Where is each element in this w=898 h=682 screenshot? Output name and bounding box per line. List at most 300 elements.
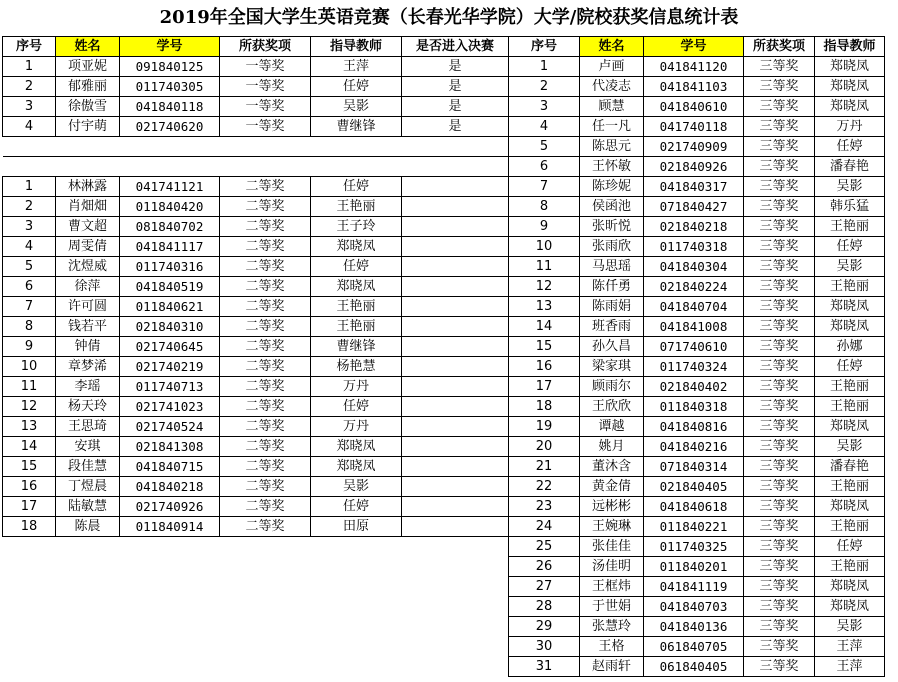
table-cell[interactable]: 王艳丽: [815, 377, 885, 397]
table-cell[interactable]: 王艳丽: [311, 197, 402, 217]
table-cell[interactable]: 021741023: [120, 397, 220, 417]
table-cell[interactable]: 是: [402, 97, 509, 117]
table-cell[interactable]: 011740316: [120, 257, 220, 277]
table-cell[interactable]: 10: [3, 357, 56, 377]
table-cell[interactable]: 14: [3, 437, 56, 457]
table-cell[interactable]: 顾雨尔: [580, 377, 644, 397]
table-cell[interactable]: 万丹: [311, 377, 402, 397]
table-cell[interactable]: 郑晓凤: [815, 297, 885, 317]
table-cell[interactable]: 二等奖: [220, 337, 311, 357]
table-cell[interactable]: 011740713: [120, 377, 220, 397]
table-cell[interactable]: 011840318: [644, 397, 744, 417]
table-cell[interactable]: 12: [3, 397, 56, 417]
table-cell[interactable]: 2: [3, 197, 56, 217]
table-cell[interactable]: 顾慧: [580, 97, 644, 117]
table-cell[interactable]: 张雨欣: [580, 237, 644, 257]
table-cell[interactable]: 3: [3, 97, 56, 117]
table-cell[interactable]: 项亚妮: [56, 57, 120, 77]
table-cell[interactable]: 三等奖: [744, 537, 815, 557]
table-cell[interactable]: 王萍: [815, 657, 885, 677]
table-cell[interactable]: 三等奖: [744, 357, 815, 377]
table-cell[interactable]: 丁煜晨: [56, 477, 120, 497]
table-cell[interactable]: 曹继锋: [311, 117, 402, 137]
table-cell[interactable]: 王艳丽: [311, 317, 402, 337]
table-cell[interactable]: 任婷: [311, 397, 402, 417]
table-cell[interactable]: 071840427: [644, 197, 744, 217]
table-cell[interactable]: 二等奖: [220, 217, 311, 237]
table-cell[interactable]: 二等奖: [220, 497, 311, 517]
table-cell[interactable]: 于世娟: [580, 597, 644, 617]
table-cell[interactable]: 马思瑶: [580, 257, 644, 277]
table-cell[interactable]: 三等奖: [744, 597, 815, 617]
table-cell[interactable]: 三等奖: [744, 657, 815, 677]
table-cell[interactable]: 王婉琳: [580, 517, 644, 537]
table-cell[interactable]: 041841119: [644, 577, 744, 597]
table-cell[interactable]: 杨艳慧: [311, 357, 402, 377]
table-cell[interactable]: [402, 177, 509, 197]
table-cell[interactable]: 三等奖: [744, 237, 815, 257]
table-cell[interactable]: 三等奖: [744, 177, 815, 197]
table-cell[interactable]: 二等奖: [220, 277, 311, 297]
table-cell[interactable]: 任婷: [815, 357, 885, 377]
table-cell[interactable]: 赵雨轩: [580, 657, 644, 677]
table-cell[interactable]: 6: [509, 157, 580, 177]
table-cell[interactable]: 三等奖: [744, 77, 815, 97]
table-cell[interactable]: 17: [3, 497, 56, 517]
table-cell[interactable]: 041740118: [644, 117, 744, 137]
column-header[interactable]: 姓名: [580, 37, 644, 57]
table-cell[interactable]: 沈煜威: [56, 257, 120, 277]
table-cell[interactable]: [402, 417, 509, 437]
table-cell[interactable]: 21: [509, 457, 580, 477]
table-cell[interactable]: 061840705: [644, 637, 744, 657]
table-cell[interactable]: 二等奖: [220, 177, 311, 197]
table-cell[interactable]: 王艳丽: [815, 557, 885, 577]
table-cell[interactable]: 王框炜: [580, 577, 644, 597]
table-cell[interactable]: 041840715: [120, 457, 220, 477]
table-cell[interactable]: 吴影: [815, 177, 885, 197]
table-cell[interactable]: 021840926: [644, 157, 744, 177]
table-cell[interactable]: 26: [509, 557, 580, 577]
table-cell[interactable]: 三等奖: [744, 617, 815, 637]
table-cell[interactable]: 任一凡: [580, 117, 644, 137]
table-cell[interactable]: [402, 297, 509, 317]
table-cell[interactable]: 19: [509, 417, 580, 437]
table-cell[interactable]: 13: [3, 417, 56, 437]
table-cell[interactable]: 安琪: [56, 437, 120, 457]
table-cell[interactable]: 二等奖: [220, 517, 311, 537]
table-cell[interactable]: 7: [3, 297, 56, 317]
table-cell[interactable]: 三等奖: [744, 57, 815, 77]
table-cell[interactable]: 061840405: [644, 657, 744, 677]
table-cell[interactable]: 吴影: [311, 97, 402, 117]
table-cell[interactable]: 041840118: [120, 97, 220, 117]
column-header[interactable]: 学号: [120, 37, 220, 57]
table-cell[interactable]: 章梦浠: [56, 357, 120, 377]
table-cell[interactable]: 任婷: [815, 137, 885, 157]
table-cell[interactable]: 张慧玲: [580, 617, 644, 637]
table-cell[interactable]: 041840519: [120, 277, 220, 297]
table-cell[interactable]: 12: [509, 277, 580, 297]
table-cell[interactable]: 曹继锋: [311, 337, 402, 357]
table-cell[interactable]: 29: [509, 617, 580, 637]
table-cell[interactable]: 郑晓凤: [815, 317, 885, 337]
table-cell[interactable]: 三等奖: [744, 417, 815, 437]
table-cell[interactable]: 肖畑畑: [56, 197, 120, 217]
table-cell[interactable]: 是: [402, 57, 509, 77]
table-cell[interactable]: 王格: [580, 637, 644, 657]
table-cell[interactable]: [402, 337, 509, 357]
table-cell[interactable]: [402, 477, 509, 497]
table-cell[interactable]: 041840610: [644, 97, 744, 117]
table-cell[interactable]: 代凌志: [580, 77, 644, 97]
table-cell[interactable]: [402, 377, 509, 397]
table-cell[interactable]: [402, 517, 509, 537]
table-cell[interactable]: 郑晓凤: [815, 497, 885, 517]
table-cell[interactable]: 三等奖: [744, 337, 815, 357]
empty-cell[interactable]: [56, 157, 120, 177]
table-cell[interactable]: 二等奖: [220, 317, 311, 337]
table-cell[interactable]: 郑晓凤: [815, 577, 885, 597]
table-cell[interactable]: 011840201: [644, 557, 744, 577]
table-cell[interactable]: 王怀敏: [580, 157, 644, 177]
table-cell[interactable]: 侯函池: [580, 197, 644, 217]
table-cell[interactable]: 25: [509, 537, 580, 557]
table-cell[interactable]: 郑晓凤: [311, 457, 402, 477]
table-cell[interactable]: 三等奖: [744, 457, 815, 477]
table-cell[interactable]: 11: [509, 257, 580, 277]
table-cell[interactable]: 董沐含: [580, 457, 644, 477]
table-cell[interactable]: 041840704: [644, 297, 744, 317]
table-cell[interactable]: 付宇萌: [56, 117, 120, 137]
table-cell[interactable]: 韩乐猛: [815, 197, 885, 217]
table-cell[interactable]: 黄金倩: [580, 477, 644, 497]
empty-cell[interactable]: [3, 157, 56, 177]
table-cell[interactable]: 一等奖: [220, 117, 311, 137]
table-cell[interactable]: 9: [509, 217, 580, 237]
table-cell[interactable]: 田原: [311, 517, 402, 537]
table-cell[interactable]: 郑晓凤: [815, 97, 885, 117]
table-cell[interactable]: 王艳丽: [815, 397, 885, 417]
column-header[interactable]: 学号: [644, 37, 744, 57]
table-cell[interactable]: [402, 257, 509, 277]
table-cell[interactable]: 一等奖: [220, 77, 311, 97]
table-cell[interactable]: 3: [3, 217, 56, 237]
table-cell[interactable]: 041840317: [644, 177, 744, 197]
table-cell[interactable]: 021740219: [120, 357, 220, 377]
table-cell[interactable]: 二等奖: [220, 417, 311, 437]
table-cell[interactable]: 三等奖: [744, 497, 815, 517]
table-cell[interactable]: 一等奖: [220, 57, 311, 77]
table-cell[interactable]: 4: [509, 117, 580, 137]
table-cell[interactable]: 三等奖: [744, 317, 815, 337]
table-cell[interactable]: 5: [3, 257, 56, 277]
table-cell[interactable]: 15: [3, 457, 56, 477]
column-header[interactable]: 序号: [509, 37, 580, 57]
table-cell[interactable]: 张佳佳: [580, 537, 644, 557]
table-cell[interactable]: 021840224: [644, 277, 744, 297]
table-cell[interactable]: 二等奖: [220, 357, 311, 377]
table-cell[interactable]: 011840420: [120, 197, 220, 217]
table-cell[interactable]: 18: [3, 517, 56, 537]
empty-cell[interactable]: [56, 137, 120, 157]
table-cell[interactable]: 011840914: [120, 517, 220, 537]
table-cell[interactable]: 081840702: [120, 217, 220, 237]
table-cell[interactable]: 林淋露: [56, 177, 120, 197]
table-cell[interactable]: 吴影: [815, 437, 885, 457]
table-cell[interactable]: 三等奖: [744, 257, 815, 277]
empty-cell[interactable]: [220, 137, 311, 157]
table-cell[interactable]: 021841308: [120, 437, 220, 457]
table-cell[interactable]: 三等奖: [744, 217, 815, 237]
table-cell[interactable]: 任婷: [815, 537, 885, 557]
table-cell[interactable]: 27: [509, 577, 580, 597]
table-cell[interactable]: 041841008: [644, 317, 744, 337]
empty-cell[interactable]: [220, 157, 311, 177]
table-cell[interactable]: 陈珍妮: [580, 177, 644, 197]
table-cell[interactable]: 041841120: [644, 57, 744, 77]
table-cell[interactable]: 三等奖: [744, 557, 815, 577]
table-cell[interactable]: 万丹: [815, 117, 885, 137]
table-cell[interactable]: 071740610: [644, 337, 744, 357]
table-cell[interactable]: [402, 457, 509, 477]
table-cell[interactable]: 16: [509, 357, 580, 377]
table-cell[interactable]: 徐傲雪: [56, 97, 120, 117]
table-cell[interactable]: 梁家琪: [580, 357, 644, 377]
table-cell[interactable]: 14: [509, 317, 580, 337]
table-cell[interactable]: 021840405: [644, 477, 744, 497]
table-cell[interactable]: 王艳丽: [815, 517, 885, 537]
table-cell[interactable]: 王艳丽: [815, 277, 885, 297]
table-cell[interactable]: 三等奖: [744, 97, 815, 117]
column-header[interactable]: 序号: [3, 37, 56, 57]
table-cell[interactable]: [402, 237, 509, 257]
table-cell[interactable]: 陈雨娟: [580, 297, 644, 317]
empty-cell[interactable]: [311, 157, 402, 177]
table-cell[interactable]: 吴影: [815, 617, 885, 637]
empty-cell[interactable]: [3, 137, 56, 157]
table-cell[interactable]: 041840816: [644, 417, 744, 437]
table-cell[interactable]: 二等奖: [220, 237, 311, 257]
table-cell[interactable]: 8: [3, 317, 56, 337]
table-cell[interactable]: 班香雨: [580, 317, 644, 337]
table-cell[interactable]: [402, 277, 509, 297]
table-cell[interactable]: 王欣欣: [580, 397, 644, 417]
empty-cell[interactable]: [120, 157, 220, 177]
table-cell[interactable]: 15: [509, 337, 580, 357]
table-cell[interactable]: 万丹: [311, 417, 402, 437]
column-header[interactable]: 是否进入决赛: [402, 37, 509, 57]
table-cell[interactable]: 071840314: [644, 457, 744, 477]
table-cell[interactable]: 郑晓凤: [311, 237, 402, 257]
column-header[interactable]: 所获奖项: [744, 37, 815, 57]
table-cell[interactable]: 021740926: [120, 497, 220, 517]
table-cell[interactable]: 郑晓凤: [311, 277, 402, 297]
table-cell[interactable]: [402, 497, 509, 517]
table-cell[interactable]: 王子玲: [311, 217, 402, 237]
table-cell[interactable]: 24: [509, 517, 580, 537]
table-cell[interactable]: 是: [402, 77, 509, 97]
table-cell[interactable]: 陈晨: [56, 517, 120, 537]
table-cell[interactable]: 汤佳明: [580, 557, 644, 577]
table-cell[interactable]: 许可圆: [56, 297, 120, 317]
column-header[interactable]: 所获奖项: [220, 37, 311, 57]
table-cell[interactable]: 1: [3, 57, 56, 77]
table-cell[interactable]: 三等奖: [744, 637, 815, 657]
table-cell[interactable]: 徐萍: [56, 277, 120, 297]
table-cell[interactable]: 陈仟勇: [580, 277, 644, 297]
table-cell[interactable]: 任婷: [311, 497, 402, 517]
table-cell[interactable]: 2: [509, 77, 580, 97]
table-cell[interactable]: 谭越: [580, 417, 644, 437]
table-cell[interactable]: 021840310: [120, 317, 220, 337]
table-cell[interactable]: 二等奖: [220, 437, 311, 457]
table-cell[interactable]: 张昕悦: [580, 217, 644, 237]
table-cell[interactable]: 孙久昌: [580, 337, 644, 357]
table-cell[interactable]: 三等奖: [744, 117, 815, 137]
table-cell[interactable]: 郑晓凤: [815, 597, 885, 617]
table-cell[interactable]: 021840218: [644, 217, 744, 237]
table-cell[interactable]: 13: [509, 297, 580, 317]
table-cell[interactable]: [402, 397, 509, 417]
table-cell[interactable]: 6: [3, 277, 56, 297]
table-cell[interactable]: 郑晓凤: [815, 57, 885, 77]
table-cell[interactable]: 王艳丽: [311, 297, 402, 317]
table-cell[interactable]: 30: [509, 637, 580, 657]
table-cell[interactable]: 31: [509, 657, 580, 677]
table-cell[interactable]: 陆敏慧: [56, 497, 120, 517]
table-cell[interactable]: 021740620: [120, 117, 220, 137]
table-cell[interactable]: 钟倩: [56, 337, 120, 357]
table-cell[interactable]: [402, 437, 509, 457]
table-cell[interactable]: 远彬彬: [580, 497, 644, 517]
table-cell[interactable]: 任婷: [815, 237, 885, 257]
table-cell[interactable]: 22: [509, 477, 580, 497]
table-cell[interactable]: 三等奖: [744, 297, 815, 317]
table-cell[interactable]: 二等奖: [220, 397, 311, 417]
table-cell[interactable]: 11: [3, 377, 56, 397]
table-cell[interactable]: [402, 317, 509, 337]
table-cell[interactable]: 011740305: [120, 77, 220, 97]
table-cell[interactable]: 姚月: [580, 437, 644, 457]
table-cell[interactable]: 三等奖: [744, 577, 815, 597]
column-header[interactable]: 指导教师: [815, 37, 885, 57]
empty-cell[interactable]: [120, 137, 220, 157]
table-cell[interactable]: 20: [509, 437, 580, 457]
table-cell[interactable]: 孙娜: [815, 337, 885, 357]
table-cell[interactable]: 王萍: [311, 57, 402, 77]
table-cell[interactable]: 10: [509, 237, 580, 257]
table-cell[interactable]: 潘春艳: [815, 457, 885, 477]
table-cell[interactable]: 二等奖: [220, 377, 311, 397]
table-cell[interactable]: 011740318: [644, 237, 744, 257]
table-cell[interactable]: 潘春艳: [815, 157, 885, 177]
table-cell[interactable]: 是: [402, 117, 509, 137]
table-cell[interactable]: 三等奖: [744, 157, 815, 177]
table-cell[interactable]: 三等奖: [744, 437, 815, 457]
table-cell[interactable]: 8: [509, 197, 580, 217]
table-cell[interactable]: 三等奖: [744, 197, 815, 217]
table-cell[interactable]: 011840621: [120, 297, 220, 317]
table-cell[interactable]: 041840136: [644, 617, 744, 637]
table-cell[interactable]: [402, 217, 509, 237]
table-cell[interactable]: 钱若平: [56, 317, 120, 337]
empty-cell[interactable]: [402, 157, 509, 177]
table-cell[interactable]: 郑晓凤: [815, 77, 885, 97]
table-cell[interactable]: 王艳丽: [815, 477, 885, 497]
table-cell[interactable]: 4: [3, 237, 56, 257]
table-cell[interactable]: 041840218: [120, 477, 220, 497]
table-cell[interactable]: 吴影: [815, 257, 885, 277]
table-cell[interactable]: 二等奖: [220, 457, 311, 477]
empty-cell[interactable]: [311, 137, 402, 157]
table-cell[interactable]: 郑晓凤: [311, 437, 402, 457]
table-cell[interactable]: 3: [509, 97, 580, 117]
table-cell[interactable]: 二等奖: [220, 257, 311, 277]
table-cell[interactable]: 一等奖: [220, 97, 311, 117]
table-cell[interactable]: 三等奖: [744, 377, 815, 397]
table-cell[interactable]: 2: [3, 77, 56, 97]
table-cell[interactable]: 三等奖: [744, 277, 815, 297]
table-cell[interactable]: 021740524: [120, 417, 220, 437]
table-cell[interactable]: 9: [3, 337, 56, 357]
table-cell[interactable]: 王萍: [815, 637, 885, 657]
table-cell[interactable]: 23: [509, 497, 580, 517]
table-cell[interactable]: 段佳慧: [56, 457, 120, 477]
table-cell[interactable]: 021740645: [120, 337, 220, 357]
table-cell[interactable]: 王思琦: [56, 417, 120, 437]
table-cell[interactable]: 7: [509, 177, 580, 197]
table-cell[interactable]: 011740325: [644, 537, 744, 557]
table-cell[interactable]: 三等奖: [744, 397, 815, 417]
table-cell[interactable]: 011740324: [644, 357, 744, 377]
column-header[interactable]: 指导教师: [311, 37, 402, 57]
table-cell[interactable]: 郑晓凤: [815, 417, 885, 437]
table-cell[interactable]: 曹文超: [56, 217, 120, 237]
table-cell[interactable]: 王艳丽: [815, 217, 885, 237]
table-cell[interactable]: 4: [3, 117, 56, 137]
table-cell[interactable]: 李瑶: [56, 377, 120, 397]
table-cell[interactable]: 041741121: [120, 177, 220, 197]
table-cell[interactable]: 091840125: [120, 57, 220, 77]
table-cell[interactable]: 1: [509, 57, 580, 77]
table-cell[interactable]: 二等奖: [220, 197, 311, 217]
table-cell[interactable]: 041841117: [120, 237, 220, 257]
table-cell[interactable]: [402, 197, 509, 217]
table-cell[interactable]: 周雯倩: [56, 237, 120, 257]
table-cell[interactable]: 1: [3, 177, 56, 197]
table-cell[interactable]: 041840304: [644, 257, 744, 277]
table-cell[interactable]: 5: [509, 137, 580, 157]
table-cell[interactable]: 三等奖: [744, 477, 815, 497]
table-cell[interactable]: 杨天玲: [56, 397, 120, 417]
empty-cell[interactable]: [402, 137, 509, 157]
table-cell[interactable]: 卢画: [580, 57, 644, 77]
table-cell[interactable]: 任婷: [311, 77, 402, 97]
table-cell[interactable]: 三等奖: [744, 517, 815, 537]
table-cell[interactable]: 郁雅丽: [56, 77, 120, 97]
table-cell[interactable]: 021740909: [644, 137, 744, 157]
table-cell[interactable]: 011840221: [644, 517, 744, 537]
table-cell[interactable]: 16: [3, 477, 56, 497]
table-cell[interactable]: 二等奖: [220, 477, 311, 497]
table-cell[interactable]: [402, 357, 509, 377]
table-cell[interactable]: 17: [509, 377, 580, 397]
table-cell[interactable]: 041841103: [644, 77, 744, 97]
table-cell[interactable]: 二等奖: [220, 297, 311, 317]
table-cell[interactable]: 陈思元: [580, 137, 644, 157]
column-header[interactable]: 姓名: [56, 37, 120, 57]
